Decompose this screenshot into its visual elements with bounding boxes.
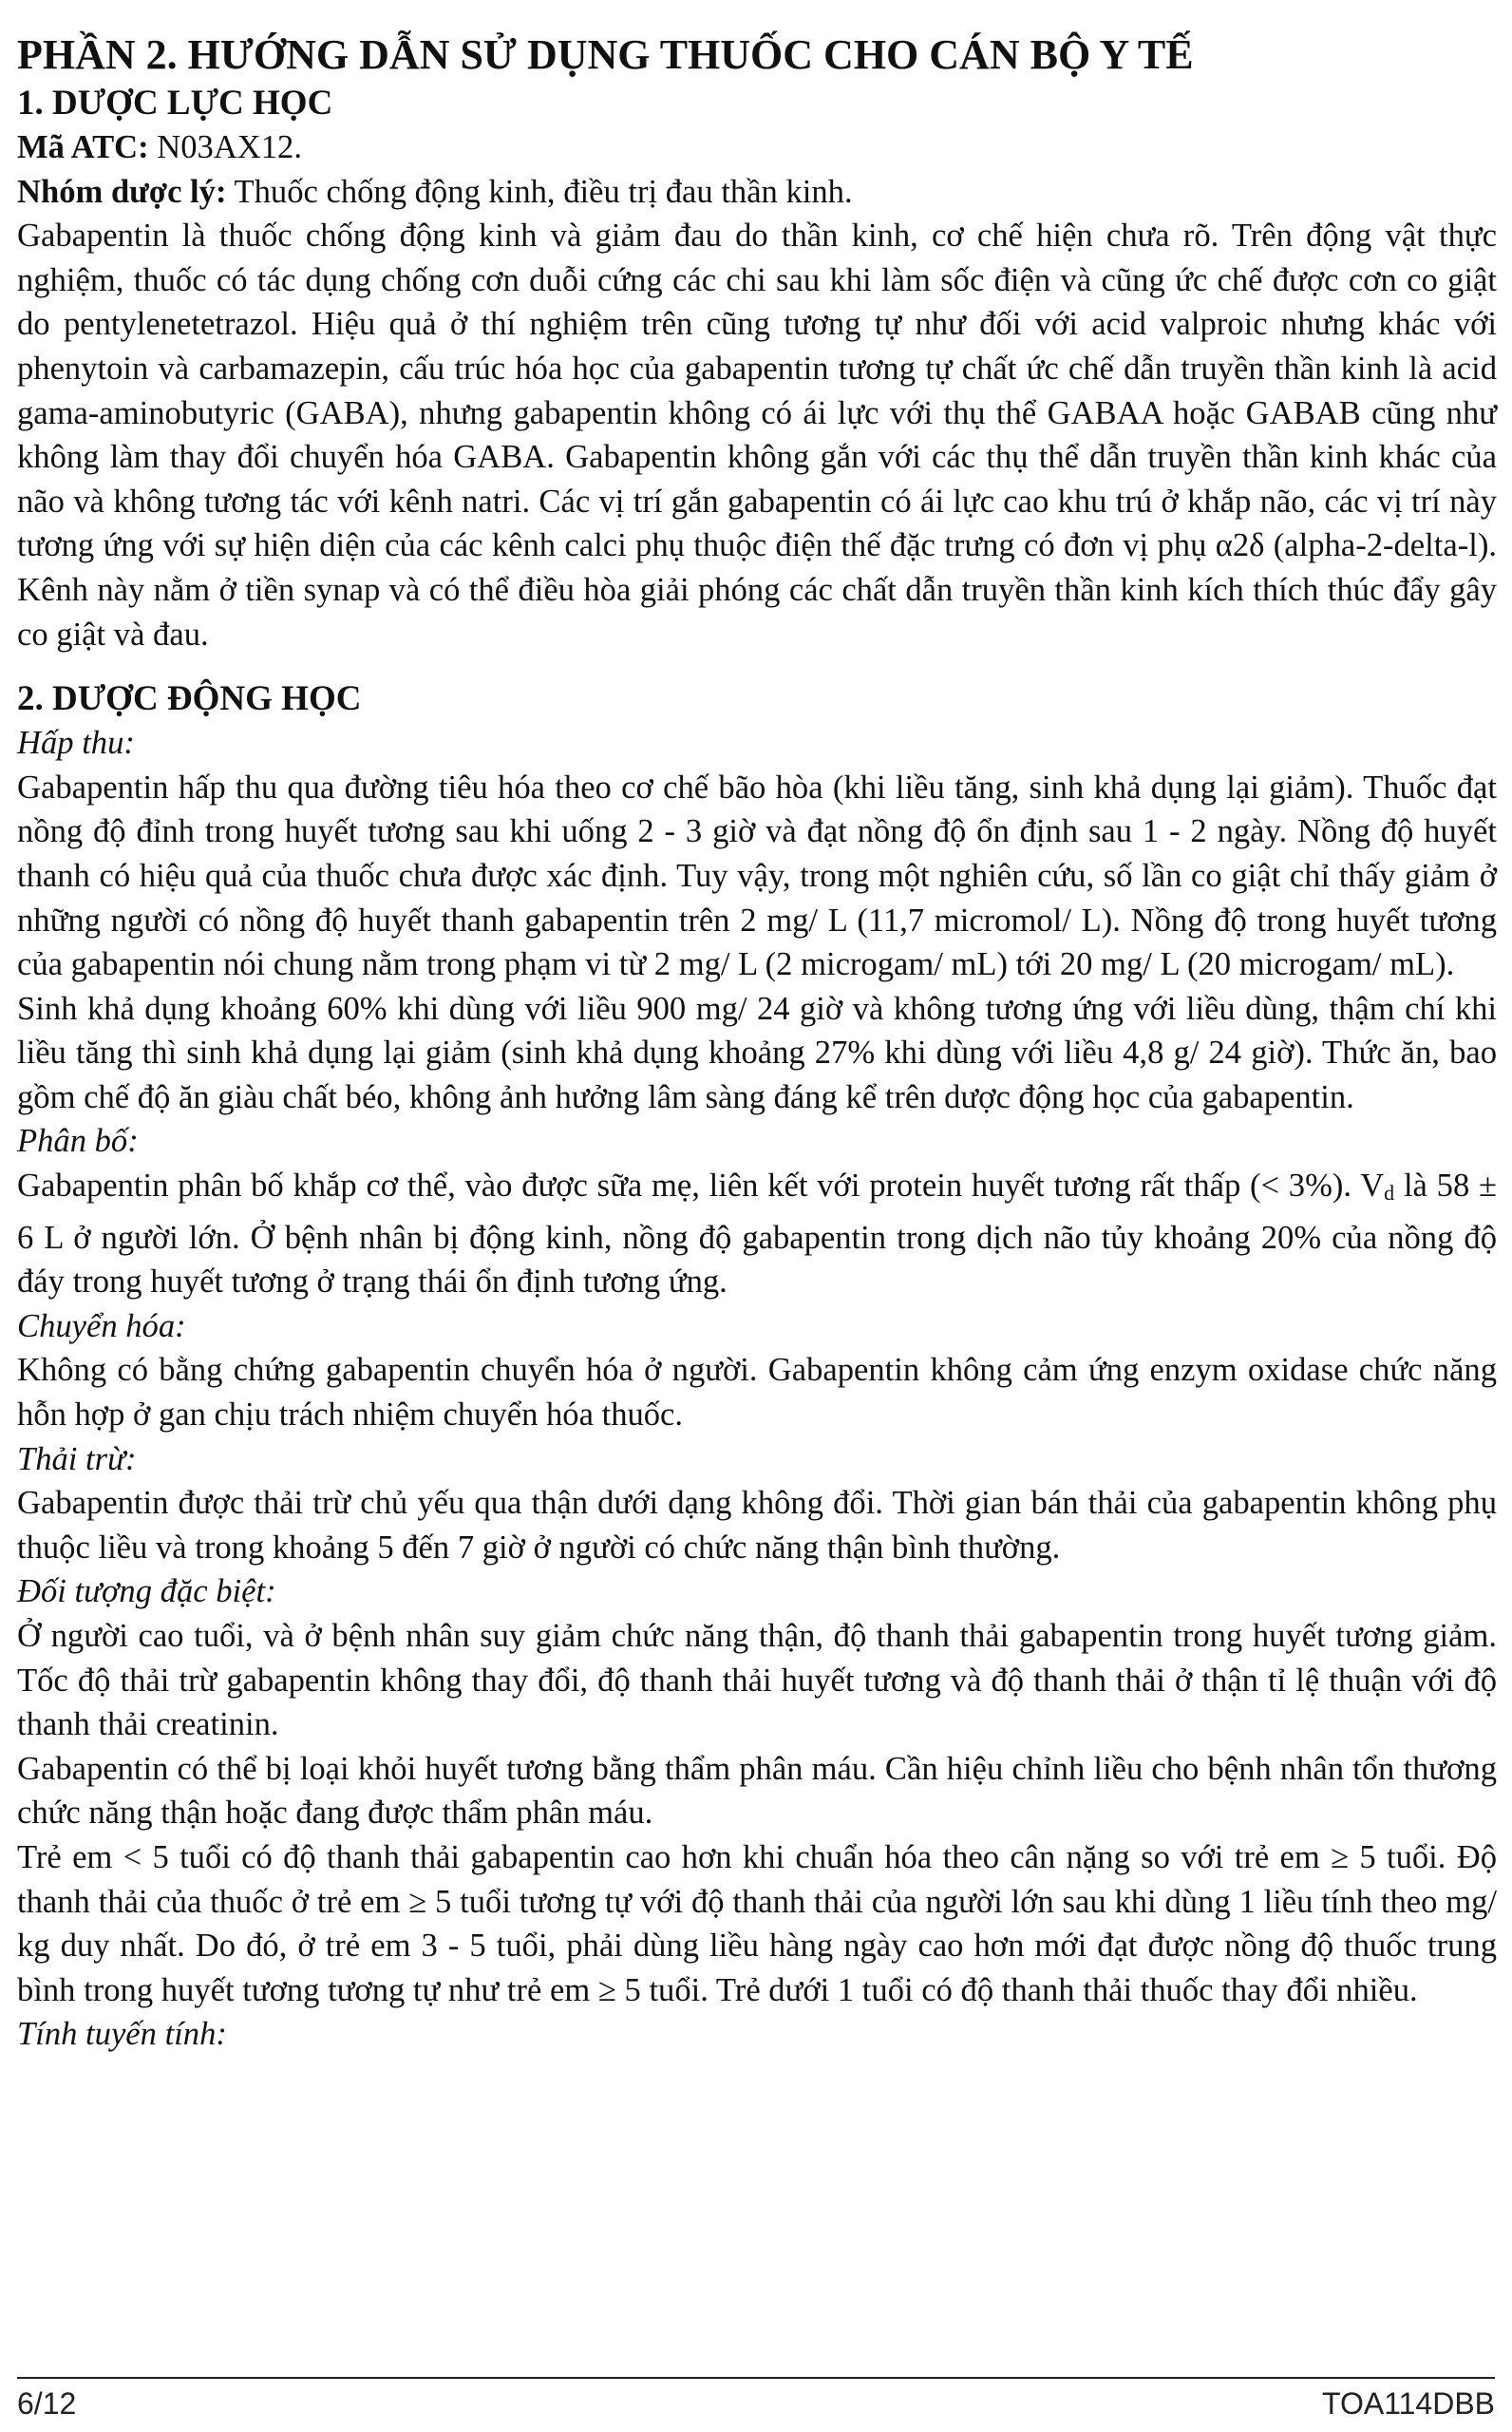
atc-value: N03AX12.	[148, 129, 302, 165]
document-code: TOA114DBB	[1321, 2386, 1495, 2421]
group-label: Nhóm dược lý:	[17, 173, 227, 210]
distribution-text-a: Gabapentin phân bố khắp cơ thể, vào được sữa mẹ, liên kết với protein huyết tương rất thấp (< 3%). V	[17, 1168, 1385, 1205]
special-populations-paragraph-2: Gabapentin có thể bị loại khỏi huyết tương bằng thẩm phân máu. Cần hiệu chỉnh liều cho bệnh nhân tổn thương chức năng thận hoặc đang được thẩm phân máu.	[17, 1750, 1497, 1832]
absorption-paragraph-2: Sinh khả dụng khoảng 60% khi dùng với liều 900 mg/ 24 giờ và không tương ứng với liều dùng, thậm chí khi liều tăng thì sinh khả dụng lại giảm (sinh khả dụng khoảng 27% khi dùng với liều 4,8 g/ 24 giờ). Thức ăn, bao gồm chế độ ăn giàu chất béo, không ảnh hưởng lâm sàng đáng kể trên dược động học của gabapentin.	[17, 990, 1497, 1115]
linearity-subheading: Tính tuyến tính:	[17, 2016, 227, 2053]
distribution-subheading: Phân bố:	[17, 1123, 139, 1160]
special-populations-paragraph-3: Trẻ em < 5 tuổi có độ thanh thải gabapentin cao hơn khi chuẩn hóa theo cân nặng so với trẻ em ≥ 5 tuổi. Độ thanh thải của thuốc ở trẻ em ≥ 5 tuổi tương tự với độ thanh thải của người lớn sau khi dùng 1 liều tính theo mg/ kg duy nhất. Do đó, ở trẻ em 3 - 5 tuổi, phải dùng liều hàng ngày cao hơn mới đạt được nồng độ thuốc trung bình trong huyết tương tương tự như trẻ em ≥ 5 tuổi. Trẻ dưới 1 tuổi có độ thanh thải thuốc thay đổi nhiều.	[17, 1838, 1497, 2008]
atc-label: Mã ATC:	[17, 129, 149, 165]
page-footer	[17, 2383, 1495, 2424]
section-2-title: 2. DƯỢC ĐỘNG HỌC	[17, 679, 362, 719]
absorption-subheading: Hấp thu:	[17, 725, 135, 762]
metabolism-paragraph: Không có bằng chứng gabapentin chuyển hóa ở người. Gabapentin không cảm ứng enzym oxidase chức năng hỗn hợp ở gan chịu trách nhiệm chuyển hóa thuốc.	[17, 1352, 1497, 1434]
elimination-paragraph: Gabapentin được thải trừ chủ yếu qua thận dưới dạng không đổi. Thời gian bán thải của gabapentin không phụ thuộc liều và trong khoảng 5 đến 7 giờ ở người có chức năng thận bình thường.	[17, 1485, 1497, 1566]
pharmacodynamics-paragraph: Gabapentin là thuốc chống động kinh và giảm đau do thần kinh, cơ chế hiện chưa rõ. Trên động vật thực nghiệm, thuốc có tác dụng chống cơn duỗi cứng các chi sau khi làm sốc điện và cũng ức chế được cơn co giật do pentylenetetrazol. Hiệu quả ở thí nghiệm trên cũng tương tự như đối với acid valproic nhưng khác với phenytoin và carbamazepin, cấu trúc hóa học của gabapentin tương tự chất ức chế dẫn truyền thần kinh là acid gama-aminobutyric (GABA), nhưng gabapentin không có ái lực với thụ thể GABAA hoặc GABAB cũng như không làm thay đổi chuyển hóa GABA. Gabapentin không gắn với các thụ thể dẫn truyền thần kinh khác của não và không tương tác với kênh natri. Các vị trí gắn gabapentin có ái lực cao khu trú ở khắp não, các vị trí này tương ứng với sự hiện diện của các kênh calci phụ thuộc điện thế đặc trưng có đơn vị phụ α2δ (alpha-2-delta-l). Kênh này nằm ở tiền synap và có thể điều hòa giải phóng các chất dẫn truyền thần kinh kích thích thúc đẩy gây co giật và đau.	[17, 218, 1497, 653]
part-heading: PHẦN 2. HƯỚNG DẪN SỬ DỤNG THUỐC CHO CÁN BỘ Y TẾ	[17, 31, 1194, 78]
pharmacologic-group-line	[17, 170, 1497, 215]
elimination-subheading: Thải trừ:	[17, 1440, 137, 1477]
group-value: Thuốc chống động kinh, điều trị đau thần kinh.	[226, 173, 853, 210]
distribution-paragraph	[17, 1164, 1497, 1304]
document-page	[17, 28, 1497, 2057]
special-populations-paragraph-1: Ở người cao tuổi, và ở bệnh nhân suy giảm chức năng thận, độ thanh thải gabapentin trong huyết tương giảm. Tốc độ thải trừ gabapentin không thay đổi, độ thanh thải huyết tương và độ thanh thải ở thận tỉ lệ thuận với độ thanh thải creatinin.	[17, 1618, 1497, 1743]
special-populations-subheading: Đối tượng đặc biệt:	[17, 1573, 276, 1610]
footer-divider	[17, 2377, 1495, 2379]
section-1-title: 1. DƯỢC LỰC HỌC	[17, 84, 333, 123]
atc-line	[17, 125, 1497, 170]
metabolism-subheading: Chuyển hóa:	[17, 1307, 186, 1344]
absorption-paragraph-1: Gabapentin hấp thu qua đường tiêu hóa theo cơ chế bão hòa (khi liều tăng, sinh khả dụng lại giảm). Thuốc đạt nồng độ đỉnh trong huyết tương sau khi uống 2 - 3 giờ và đạt nồng độ ổn định sau 1 - 2 ngày. Nồng độ huyết thanh có hiệu quả của thuốc chưa được xác định. Tuy vậy, trong một nghiên cứu, số lần co giật chỉ thấy giảm ở những người có nồng độ huyết thanh gabapentin trên 2 mg/ L (11,7 micromol/ L). Nồng độ trong huyết tương của gabapentin nói chung nằm trong phạm vi từ 2 mg/ L (2 microgam/ mL) tới 20 mg/ L (20 microgam/ mL).	[17, 769, 1497, 983]
distribution-text-b: là 58 ± 6 L ở người lớn. Ở bệnh nhân bị động kinh, nồng độ gabapentin trong dịch não tủy khoảng 20% của nồng độ đáy trong huyết tương ở trạng thái ổn định tương ứng.	[17, 1168, 1497, 1301]
vd-subscript: d	[1384, 1181, 1395, 1206]
page-number: 6/12	[17, 2386, 77, 2421]
